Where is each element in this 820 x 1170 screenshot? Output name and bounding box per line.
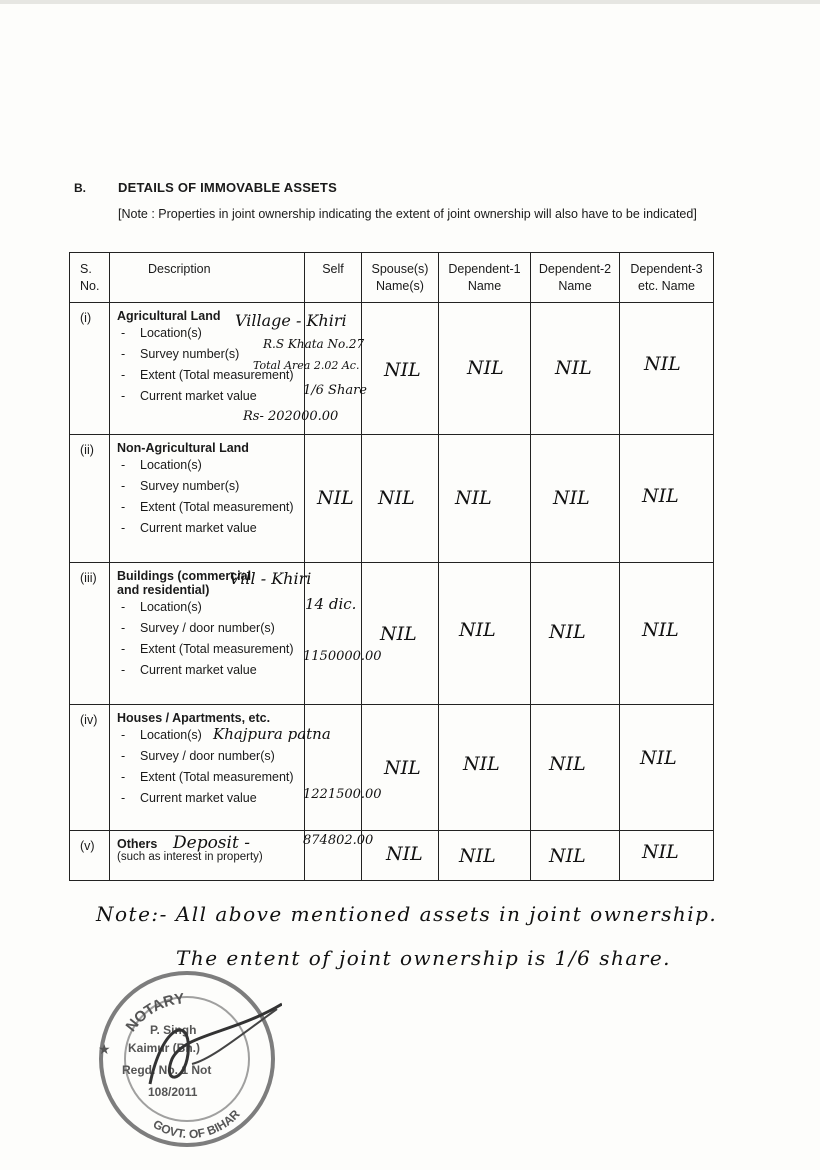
- row-sno: (iii): [70, 563, 110, 705]
- stamp-bottom-text: GOVT. OF BIHAR: [150, 1107, 243, 1142]
- row-category: Others: [117, 837, 158, 851]
- header-dep3: Dependent-3 etc. Name: [620, 253, 714, 303]
- notary-stamp: [92, 964, 282, 1154]
- handwritten-value: 14 dic.: [305, 595, 357, 613]
- stamp-line: Regd. No. 1 Not: [122, 1063, 212, 1077]
- row-self: [235, 303, 367, 435]
- handwritten-value: NIL: [549, 753, 586, 775]
- list-item: - Location(s): [117, 727, 300, 743]
- row-dep2: [531, 705, 620, 831]
- row-dep1: [439, 563, 531, 705]
- handwritten-note-line-2: The entent of joint ownership is 1/6 share.: [176, 946, 672, 970]
- row-spouse: [362, 705, 439, 831]
- row-category: Houses / Apartments, etc.: [117, 711, 271, 725]
- row-dep3: [620, 563, 714, 705]
- row-dep3: [620, 831, 714, 881]
- row-dep3: [620, 435, 714, 563]
- handwritten-value: NIL: [644, 353, 681, 375]
- list-item: - Current market value: [117, 520, 300, 536]
- row-dep1: [439, 435, 531, 563]
- row-description: [110, 705, 305, 831]
- header-spouse: Spouse(s) Name(s): [362, 253, 439, 303]
- handwritten-value: NIL: [642, 619, 679, 641]
- stamp-line: Kaimur (Bh.): [128, 1041, 200, 1055]
- handwritten-value: NIL: [455, 487, 492, 509]
- handwritten-value: NIL: [463, 753, 500, 775]
- handwritten-value: NIL: [642, 841, 679, 863]
- handwritten-value: NIL: [459, 845, 496, 867]
- handwritten-value: 1221500.00: [303, 787, 382, 802]
- table-row: [70, 303, 714, 435]
- row-sno: (iv): [70, 705, 110, 831]
- handwritten-value: NIL: [467, 357, 504, 379]
- handwritten-value: Village - Khiri: [235, 311, 347, 330]
- row-dep3: [620, 303, 714, 435]
- table-row: [70, 435, 714, 563]
- row-subtitle: (such as interest in property): [117, 851, 263, 863]
- handwritten-value: 1150000.00: [303, 649, 382, 664]
- handwritten-value: NIL: [553, 487, 590, 509]
- header-sno: S. No.: [70, 253, 110, 303]
- header-description: Description: [110, 253, 305, 303]
- handwritten-value: R.S Khata No.27: [263, 337, 365, 351]
- section-note: [Note : Properties in joint ownership indicating the extent of joint ownership will also have to be indicated]: [118, 207, 697, 221]
- row-dep2: [531, 563, 620, 705]
- header-dep2: Dependent-2 Name: [531, 253, 620, 303]
- list-item: - Survey number(s): [117, 478, 300, 494]
- top-edge: [0, 0, 820, 4]
- handwritten-value: Total Area 2.02 Ac.: [253, 359, 360, 372]
- stamp-line: 108/2011: [148, 1085, 198, 1099]
- handwritten-value: Rs- 202000.00: [243, 409, 339, 424]
- list-item: - Current market value: [117, 662, 300, 678]
- row-category: Buildings (commercial and residential): [117, 569, 252, 597]
- handwritten-value: NIL: [549, 845, 586, 867]
- handwritten-value: Vill - Khiri: [229, 569, 312, 588]
- section-title: DETAILS OF IMMOVABLE ASSETS: [118, 180, 337, 195]
- list-item: - Extent (Total measurement): [117, 641, 300, 657]
- handwritten-value: 1/6 Share: [303, 383, 367, 398]
- handwritten-value: NIL: [384, 757, 421, 779]
- star-icon: ★: [98, 1041, 111, 1057]
- table-row: [70, 831, 714, 881]
- row-dep1: [439, 303, 531, 435]
- list-item: - Extent (Total measurement): [117, 499, 300, 515]
- list-item: - Location(s): [117, 457, 300, 473]
- row-dep2: [531, 303, 620, 435]
- list-item: - Survey number(s): [117, 346, 300, 362]
- list-item: - Survey / door number(s): [117, 620, 300, 636]
- handwritten-value: NIL: [640, 747, 677, 769]
- row-self: [229, 563, 382, 705]
- row-dep2: [531, 435, 620, 563]
- handwritten-value: Khajpura patna: [213, 725, 331, 743]
- row-spouse: [362, 831, 439, 881]
- list-item: - Extent (Total measurement): [117, 769, 300, 785]
- handwritten-value: NIL: [386, 843, 423, 865]
- table-header-row: [70, 253, 714, 303]
- row-spouse: [362, 563, 439, 705]
- immovable-assets-table: [69, 252, 714, 881]
- table-row: [70, 705, 714, 831]
- list-item: - Current market value: [117, 790, 300, 806]
- handwritten-value: NIL: [459, 619, 496, 641]
- handwritten-value: NIL: [384, 359, 421, 381]
- handwritten-value: NIL: [642, 485, 679, 507]
- row-spouse: [362, 435, 439, 563]
- handwritten-value: Deposit -: [173, 833, 250, 853]
- handwritten-value: NIL: [380, 623, 417, 645]
- row-description: [110, 435, 305, 563]
- row-dep3: [620, 705, 714, 831]
- row-self: [305, 435, 362, 563]
- handwritten-value: NIL: [549, 621, 586, 643]
- header-dep1: Dependent-1 Name: [439, 253, 531, 303]
- row-dep2: [531, 831, 620, 881]
- list-item: - Location(s): [117, 599, 300, 615]
- row-category: Agricultural Land: [117, 309, 221, 323]
- handwritten-value: NIL: [317, 487, 354, 509]
- row-sno: (i): [70, 303, 110, 435]
- handwritten-value: NIL: [555, 357, 592, 379]
- list-item: - Extent (Total measurement): [117, 367, 300, 383]
- handwritten-value: 874802.00: [303, 833, 374, 848]
- list-item: - Survey / door number(s): [117, 748, 300, 764]
- handwritten-value: NIL: [378, 487, 415, 509]
- row-dep1: [439, 831, 531, 881]
- row-sno: (ii): [70, 435, 110, 563]
- row-category: Non-Agricultural Land: [117, 441, 249, 455]
- row-dep1: [439, 705, 531, 831]
- section-letter: B.: [74, 181, 86, 195]
- table-row: [70, 563, 714, 705]
- list-item: - Current market value: [117, 388, 300, 404]
- list-item: - Location(s): [117, 325, 300, 341]
- header-self: Self: [305, 253, 362, 303]
- stamp-top-text: NOTARY: [122, 990, 186, 1035]
- stamp-line: P. Singh: [150, 1023, 197, 1037]
- handwritten-note-line-1: Note:- All above mentioned assets in joint ownership.: [96, 902, 718, 926]
- row-spouse: [362, 303, 439, 435]
- row-sno: (v): [70, 831, 110, 881]
